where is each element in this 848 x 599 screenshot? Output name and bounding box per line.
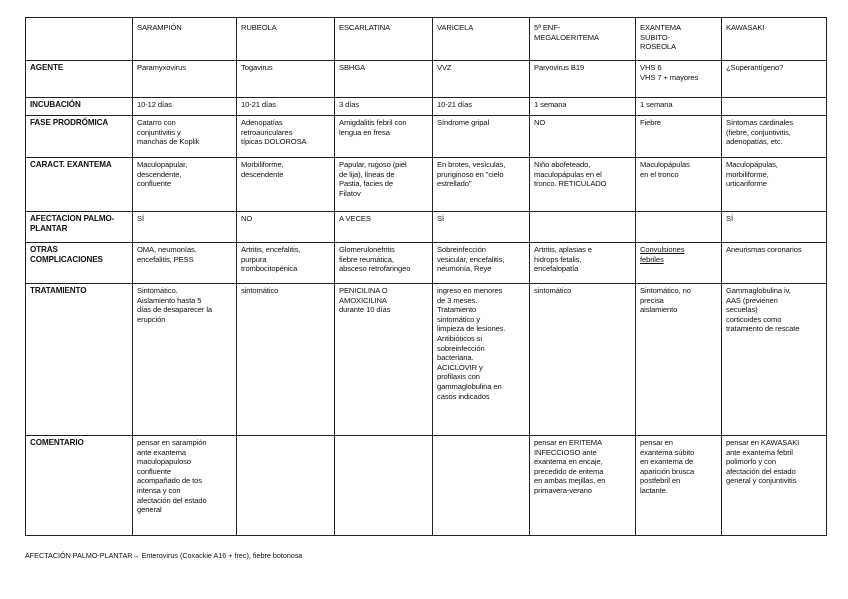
header-row <box>26 18 827 61</box>
table-cell: 10-12 días <box>133 98 237 116</box>
table-cell: Fiebre <box>636 116 722 158</box>
table-cell: Gammaglobulina iv, AAS (previenen secuelas) corticoides como tratamiento de rescate <box>722 284 827 436</box>
column-header-kawasaki: KAWASAKI <box>722 18 827 61</box>
row-header: OTRAS COMPLICACIONES <box>26 243 133 284</box>
table-cell: Artritis, encefalitis, purpura trombocitopénica <box>237 243 335 284</box>
table-cell: Niño abofeteado, maculopápulas en el tronco. RETICULADO <box>530 158 636 212</box>
row-header: AGENTE <box>26 61 133 98</box>
table-cell: Glomerulonefritis fiebre reumática, absceso retrofaringeo <box>335 243 433 284</box>
table-cell <box>722 98 827 116</box>
column-header-sarampion: SARAMPIÓN <box>133 18 237 61</box>
column-header-roseola: EXANTEMA SÚBITO- ROSEOLA <box>636 18 722 61</box>
column-header-megaloeritema: 5ª ENF- MEGALOERITEMA <box>530 18 636 61</box>
table-row-afectacion-palmo-plantar <box>26 212 827 243</box>
table-cell: Sobreinfección vesicular, encefalitis, neumonía, Reye <box>433 243 530 284</box>
table-cell <box>636 212 722 243</box>
table-row-tratamiento <box>26 284 827 436</box>
table-cell: A VECES <box>335 212 433 243</box>
table-cell: Maculopápulas en el tronco <box>636 158 722 212</box>
table-cell <box>335 436 433 536</box>
table-cell: VHS 6 VHS 7 + mayores <box>636 61 722 98</box>
table-cell: NO <box>530 116 636 158</box>
table-cell: ingreso en menores de 3 meses. Tratamiento sintomático y limpieza de lesiones. Antibióticos si sobreinfección bacteriana. ACICLOVIR y profilaxis con gammaglobulina en casos indicados <box>433 284 530 436</box>
table-cell: pensar en exantema súbito en exantema de aparición brusca postfebril en lactante. <box>636 436 722 536</box>
table-cell: pensar en sarampión ante exantema maculopapuloso confluente acompañado de tos intensa y con afectación del estado general <box>133 436 237 536</box>
table-cell <box>237 436 335 536</box>
table-cell: Papular, rugoso (piel de lija), líneas de Pastia, facies de Filatov <box>335 158 433 212</box>
table-cell: Morbiliforme, descendente <box>237 158 335 212</box>
table-cell: Síntomas cardinales (fiebre, conjuntivitis, adenopatías, etc. <box>722 116 827 158</box>
table-cell: NO <box>237 212 335 243</box>
table-cell: Parvovirus B19 <box>530 61 636 98</box>
corner-cell <box>26 18 133 61</box>
table-row-comentario <box>26 436 827 536</box>
table-cell: pensar en KAWASAKI ante exantema febril polimorfo y con afectación del estado general y conjuntivitis <box>722 436 827 536</box>
table-cell: sintomático <box>237 284 335 436</box>
table-cell: 10-21 días <box>433 98 530 116</box>
table-cell: VVZ <box>433 61 530 98</box>
table-cell: OMA, neumonías, encefalitis, PESS <box>133 243 237 284</box>
table-row-otras-complicaciones <box>26 243 827 284</box>
table-cell: Sintomático, no precisa aislamiento <box>636 284 722 436</box>
table-cell: sintomático <box>530 284 636 436</box>
table-cell: Convulsiones febriles <box>636 243 722 284</box>
column-header-varicela: VARICELA <box>433 18 530 61</box>
table-cell: En brotes, vesículas, pruriginoso en "cielo estrellado" <box>433 158 530 212</box>
table-cell: Togavirus <box>237 61 335 98</box>
row-header: INCUBACIÓN <box>26 98 133 116</box>
table-row-agente <box>26 61 827 98</box>
table-cell: SBHGA <box>335 61 433 98</box>
table-cell: 1 semana <box>636 98 722 116</box>
table-row-caract-exantema <box>26 158 827 212</box>
exanthem-comparison-table <box>25 17 827 536</box>
table-row-incubacion <box>26 98 827 116</box>
table-cell: PENICILINA O AMOXICILINA durante 10 días <box>335 284 433 436</box>
table-cell: 1 semana <box>530 98 636 116</box>
row-header: AFECTACION PALMO- PLANTAR <box>26 212 133 243</box>
table-cell: Amigdalitis febril con lengua en fresa <box>335 116 433 158</box>
table-cell: Aneurismas coronarios <box>722 243 827 284</box>
table-cell: Maculopápulas, morbiliforme, urticariforme <box>722 158 827 212</box>
table-cell: Síndrome gripal <box>433 116 530 158</box>
table-cell: ¿Superantígeno? <box>722 61 827 98</box>
column-header-rubeola: RUBEOLA <box>237 18 335 61</box>
row-header: COMENTARIO <box>26 436 133 536</box>
row-header: FASE PRODRÓMICA <box>26 116 133 158</box>
table-cell: Maculopapular, descendente, confluente <box>133 158 237 212</box>
table-cell: SÍ <box>722 212 827 243</box>
table-cell: Artritis, aplasias e hidrops fetalis, encefalopatía <box>530 243 636 284</box>
footnote: AFECTACIÓN PALMO-PLANTAR→ Enterovirus (Coxackie A16 + frec), fiebre botonosa <box>25 551 303 560</box>
column-header-escarlatina: ESCARLATINA <box>335 18 433 61</box>
table-cell: Catarro con conjuntivitis y manchas de Koplik <box>133 116 237 158</box>
table-cell <box>530 212 636 243</box>
table-cell: SÍ <box>133 212 237 243</box>
table-cell: Adenopatías retroauriculares típicas DOLOROSA <box>237 116 335 158</box>
row-header: TRATAMIENTO <box>26 284 133 436</box>
table-row-fase-prodromica <box>26 116 827 158</box>
table-cell: 10-21 días <box>237 98 335 116</box>
row-header: CARACT. EXANTEMA <box>26 158 133 212</box>
table-cell: 3 días <box>335 98 433 116</box>
table-cell: Sintomático. Aislamiento hasta 5 días de desaparecer la erupción <box>133 284 237 436</box>
table-cell: pensar en ERITEMA INFECCIOSO ante exantema en encaje, precedido de eritema en ambas mejillas, en primavera-verano <box>530 436 636 536</box>
table-cell: SÍ <box>433 212 530 243</box>
table-cell: Paramyxovirus <box>133 61 237 98</box>
table-cell <box>433 436 530 536</box>
